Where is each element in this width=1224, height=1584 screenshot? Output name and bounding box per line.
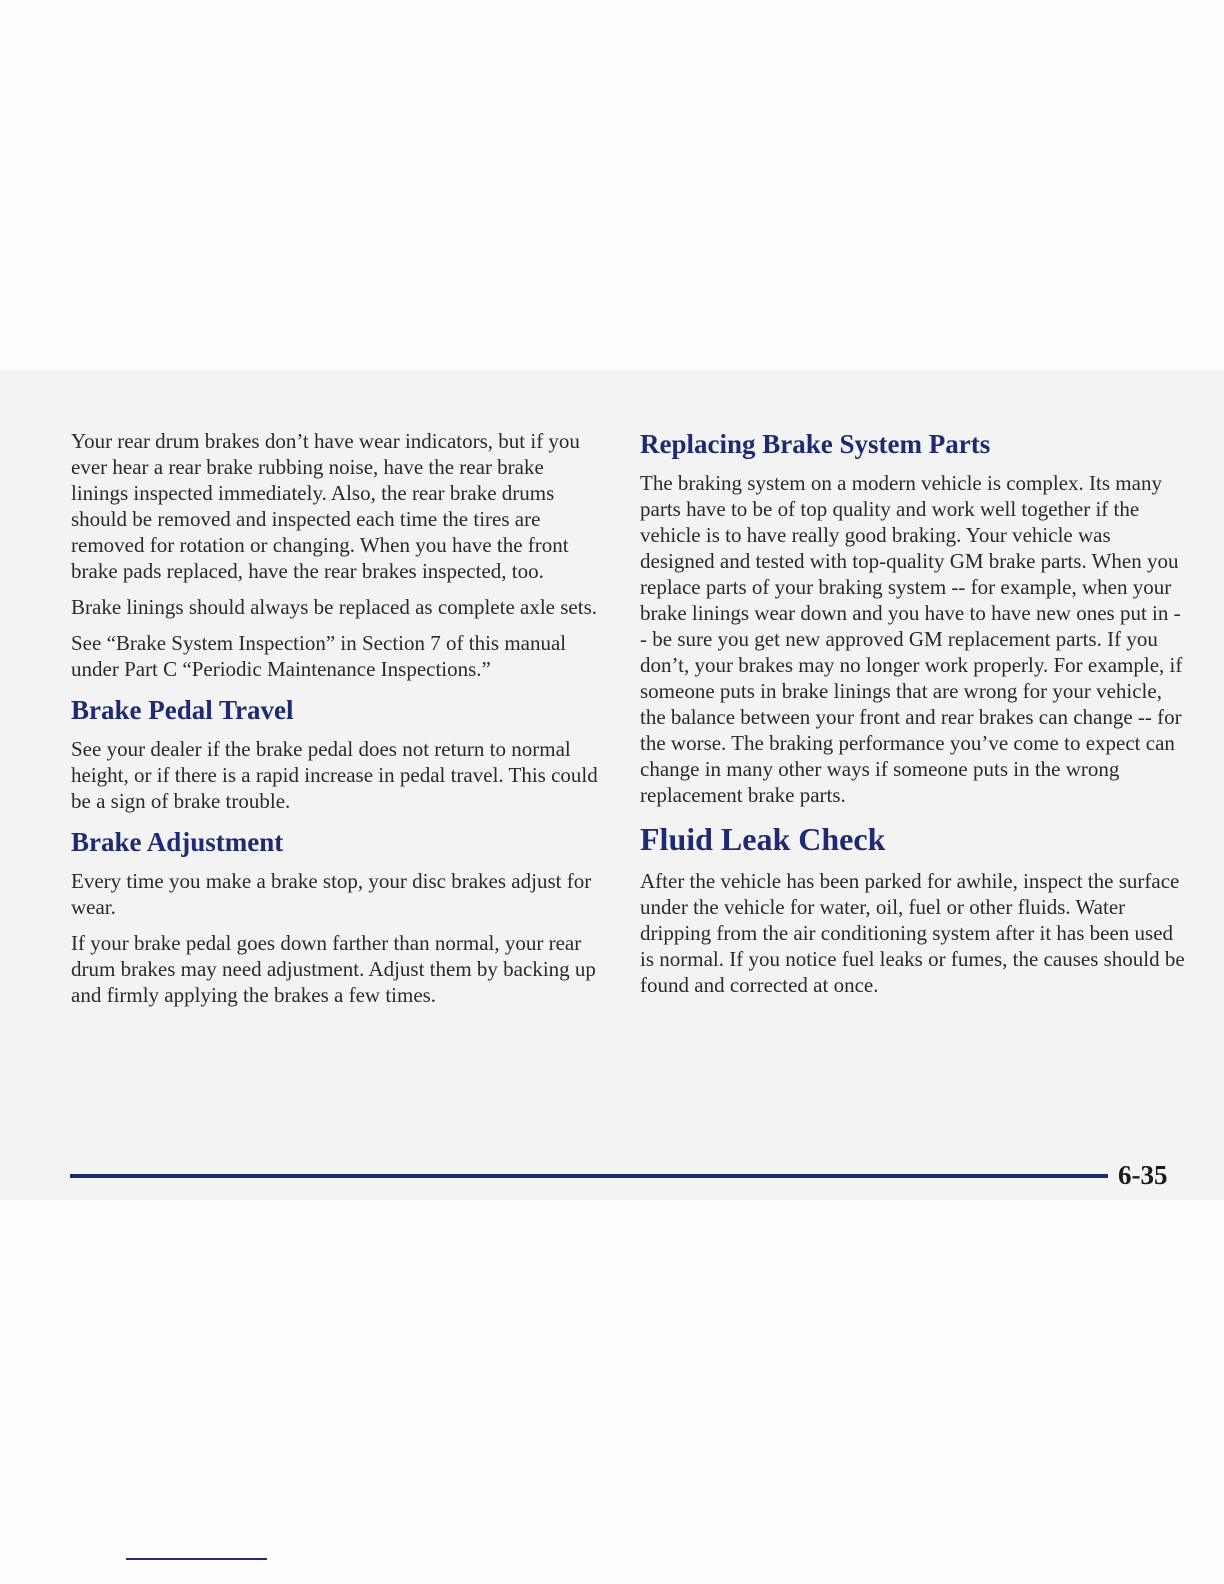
brake-pedal-travel-paragraph: See your dealer if the brake pedal does not return to normal height, or if there is a rapid increase in pedal travel. This could be a sign of brake trouble. [71,737,598,813]
right-column [640,428,1185,1008]
page-number: 6-35 [1118,1160,1168,1190]
replacing-brake-parts-paragraph: The braking system on a modern vehicle is complex. Its many parts have to be of top quality and work well together if the vehicle is to have really good braking. Your vehicle was designed and tested with top-quality GM brake parts. When you replace parts of your braking system -- for example, when your brake linings wear down and you have to have new ones put in -- be sure you get new approved GM replacement parts. If you don’t, your brakes may no longer work properly. For example, if someone puts in brake linings that are wrong for your vehicle, the balance between your front and rear brakes can change -- for the worse. The braking performance you’ve come to expect can change in many other ways if someone puts in the wrong replacement brake parts. [640,471,1183,807]
replacing-brake-parts-heading: Replacing Brake System Parts [640,429,991,459]
bottom-link-underline [126,1558,267,1560]
inspection-reference-paragraph: See “Brake System Inspection” in Section 7 of this manual under Part C “Periodic Maintenance Inspections.” [71,631,567,681]
brake-adjustment-paragraph-2: If your brake pedal goes down farther than normal, your rear drum brakes may need adjustment. Adjust them by backing up and firmly applying the brakes a few times. [71,931,596,1007]
fluid-leak-check-paragraph: After the vehicle has been parked for awhile, inspect the surface under the vehicle for water, oil, fuel or other fluids. Water dripping from the air conditioning system after it has been used is normal. If you notice fuel leaks or fumes, the causes should be found and corrected at once. [640,869,1185,997]
brake-pedal-travel-heading: Brake Pedal Travel [71,695,294,725]
footer-rule [70,1174,1108,1178]
left-column [71,428,606,1018]
rear-drum-paragraph: Your rear drum brakes don’t have wear indicators, but if you ever hear a rear brake rubbing noise, have the rear brake linings inspected immediately. Also, the rear brake drums should be removed and inspected each time the tires are removed for rotation or changing. When you have the front brake pads replaced, have the rear brakes inspected, too. [71,429,580,583]
brake-adjustment-paragraph-1: Every time you make a brake stop, your disc brakes adjust for wear. [71,869,592,919]
fluid-leak-check-heading: Fluid Leak Check [640,821,886,857]
brake-adjustment-heading: Brake Adjustment [71,827,284,857]
linings-paragraph: Brake linings should always be replaced as complete axle sets. [71,595,598,619]
